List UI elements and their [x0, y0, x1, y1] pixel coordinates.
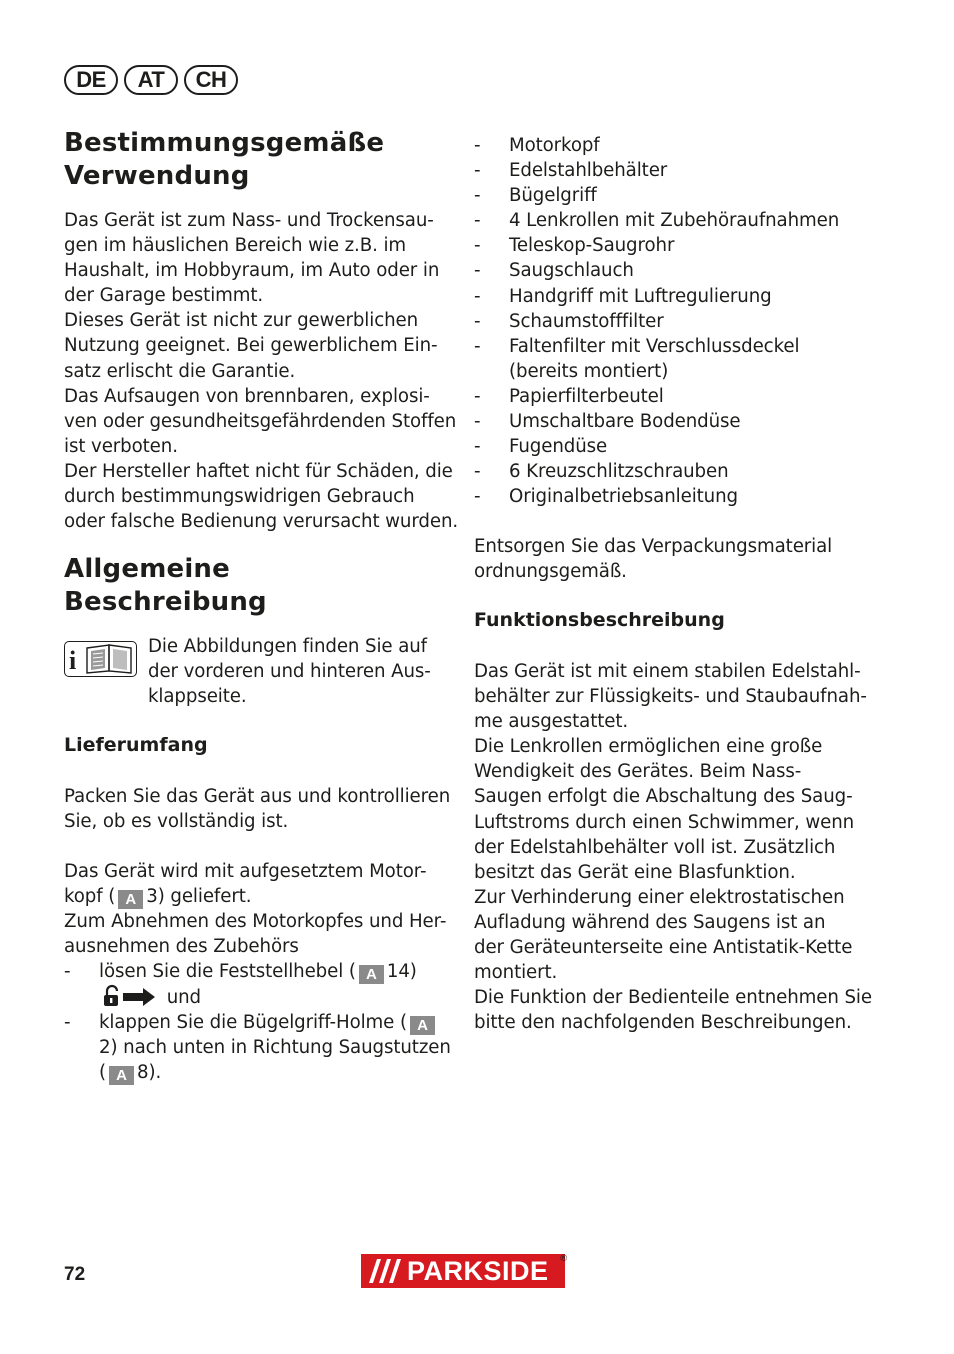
list-item: - Bügelgriff: [474, 185, 597, 207]
figure-ref-badge: A: [359, 965, 384, 984]
country-badges: [64, 65, 238, 95]
list-item: - Edelstahlbehälter: [474, 160, 668, 182]
brand-name: PARKSIDE: [407, 1256, 549, 1286]
list-item: - 6 Kreuzschlitzschrauben: [474, 461, 729, 483]
list-item: - Handgriff mit Luftregulierung: [474, 285, 772, 307]
fold-out-info-icon: [64, 641, 137, 677]
subsection-title-lieferumfang: Lieferumfang: [64, 734, 208, 756]
figure-ref-badge: A: [109, 1066, 134, 1085]
badge-at: AT: [124, 65, 178, 95]
registered-mark: ®: [560, 1253, 567, 1263]
page-number: 72: [64, 1264, 86, 1285]
paragraph-disposal: Entsorgen Sie das Verpackungsmaterial ordnungsgemäß.: [474, 536, 833, 583]
logo-slashes-icon: [361, 1254, 405, 1288]
parkside-logo: [361, 1254, 565, 1288]
list-item: - Teleskop-Saugrohr: [474, 235, 675, 257]
list-item: - Saugschlauch: [474, 260, 634, 282]
list-item: - Originalbetriebsanleitung: [474, 486, 738, 508]
list-item: - Motorkopf: [474, 135, 600, 156]
svg-text:i: i: [69, 646, 77, 675]
list-item: - Papierfilterbeutel: [474, 385, 664, 407]
figure-ref-badge: A: [118, 890, 143, 909]
list-item: - Fugendüse: [474, 436, 608, 458]
subsection-title-funktion: Funktionsbeschreibung: [474, 609, 725, 631]
parts-list: [474, 133, 839, 509]
figure-ref-badge: A: [410, 1016, 435, 1035]
list-item: - lösen Sie die Feststellhebel ( A 14) und: [64, 961, 417, 1009]
removal-steps-list: [64, 959, 451, 1085]
section-title-bestimmung: Bestimmungsgemäße Verwendung: [64, 128, 385, 191]
list-item: - 4 Lenkrollen mit Zubehöraufnahmen: [474, 210, 840, 232]
badge-ch: CH: [184, 65, 238, 95]
list-item: - Schaumstofffilter: [474, 310, 664, 332]
paragraph-unpack: Packen Sie das Gerät aus und kontrollieren Sie, ob es vollständig ist.: [64, 786, 451, 833]
paragraph-function-description: Das Gerät ist mit einem stabilen Edelstahl- behälter zur Flüssigkeits- und Staubaufnah- me ausgestattet. Die Lenkrollen ermöglichen eine große Wendigkeit des Gerätes. Beim Nass- Saugen erfolgt die Abschaltung des Saug- Luftstroms durch einen Schwimmer, wenn der Edelstahlbehälter voll ist. Zusätzlich besitzt das Gerät eine Blasfunktion. Zur Verhinderung einer elektrostatischen Aufladung während des Saugens ist an der Geräteunterseite eine Antistatik-Kette montiert. Die Funktion der Bedienteile entnehmen Sie bitte den nachfolgenden Beschreibungen.: [474, 661, 872, 1034]
list-item: - Faltenfilter mit Verschlussdeckel (bereits montiert): [474, 335, 800, 382]
list-item: - klappen Sie die Bügelgriff-Holme ( A 2) nach unten in Richtung Saugstutzen ( A 8).: [64, 1012, 451, 1085]
list-item: - Umschaltbare Bodendüse: [474, 411, 741, 433]
badge-de: DE: [64, 65, 118, 95]
paragraph-intended-use: Das Gerät ist zum Nass- und Trockensau- gen im häuslichen Bereich wie z.B. im Haushalt, im Hobbyraum, im Auto oder in der Garage bestimmt. Dieses Gerät ist nicht zur gewerblichen Nutzung geeignet. Bei gewerblichem Ein- satz erlischt die Garantie. Das Aufsaugen von brennbaren, explosi- ven oder gesundheitsgefährdenden Stoffen ist verboten. Der Hersteller haftet nicht für Schäden, die durch bestimmungswidrigen Gebrauch oder falsche Bedienung verursacht wurden.: [64, 210, 459, 533]
info-book-icon: [65, 642, 135, 675]
fold-out-info-text: Die Abbildungen finden Sie auf der vorderen und hinteren Aus- klappseite.: [148, 636, 431, 708]
section-title-beschreibung: Allgemeine Beschreibung: [64, 554, 267, 617]
paragraph-motor-head: Das Gerät wird mit aufgesetztem Motor- kopf ( A 3) geliefert. Zum Abnehmen des Motorkopfes und Her- ausnehmen des Zubehörs: [64, 861, 447, 958]
unlock-arrow-icon: [101, 984, 161, 1008]
